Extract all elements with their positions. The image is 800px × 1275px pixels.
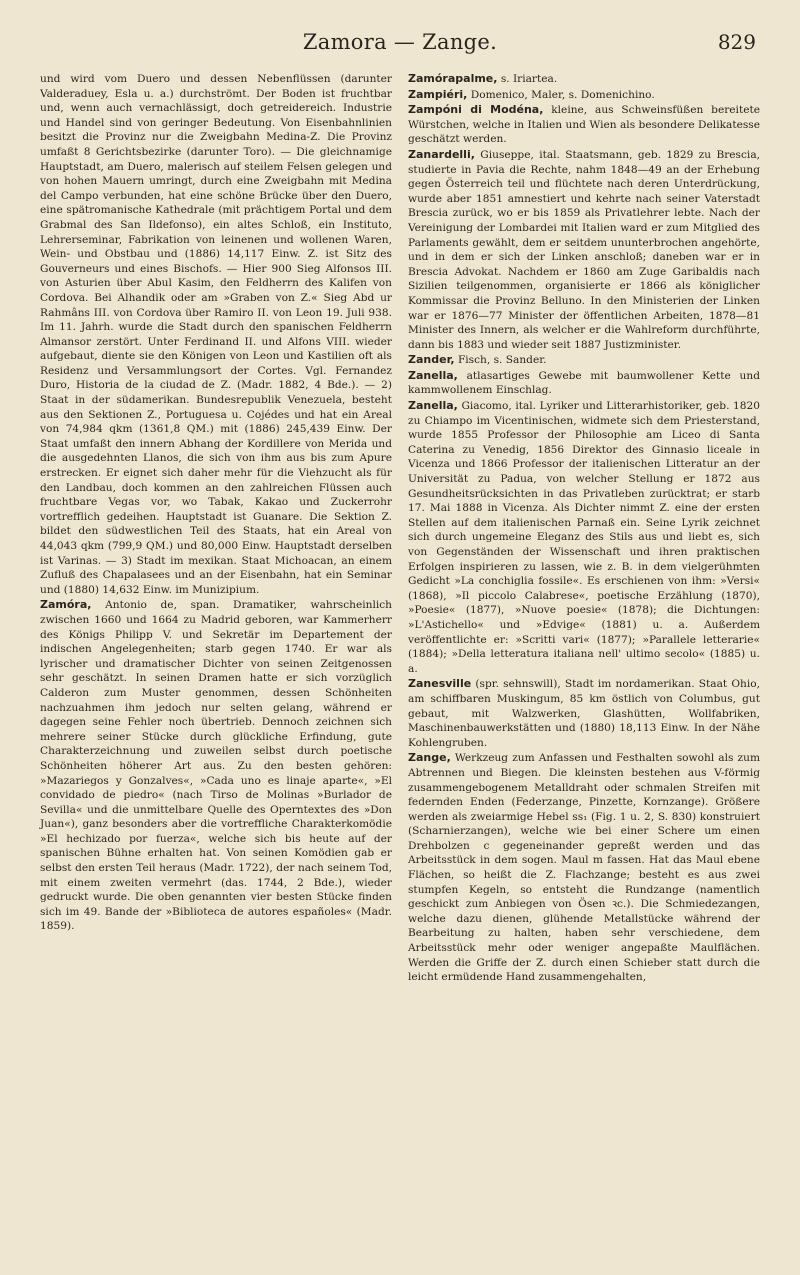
entry-text: kleine, aus Schweinsfüßen bereitete Würstchen, welche in Italien und Wien als besondere Delikatesse geschätzt werden. — [408, 104, 760, 146]
entry-text: Werkzeug zum Anfassen und Festhalten sowohl als zum Abtrennen und Biegen. Die kleinsten bestehen aus V-förmig zusammengebogenem Metalldraht oder schmalen Streifen mit federnden Enden (Federzange, Pinzette, Kornzange). Größere werden als zweiarmige Hebel ss₁ (Fig. 1 u. 2, S. 830) konstruiert (Scharnierzangen), welche wie bei einer Schere um einen Drehbolzen c gegeneinander gepreßt werden und das Arbeitsstück in dem sogen. Maul m fassen. Hat das Maul ebene Flächen, so heißt die Z. Flachzange; besteht es aus zwei stumpfen Kegeln, so entsteht die Rundzange (namentlich geschickt zum Anbiegen von Ösen ꝛc.). Die Schmiedezangen, welche dazu dienen, glühende Metallstücke während der Bearbeitung zu halten, haben sehr verschiedene, dem Arbeitsstück mehr oder weniger angepaßte Maulflächen. Werden die Griffe der Z. durch einen Schieber statt durch die leicht ermüdende Hand zusammengehalten, — [408, 752, 761, 984]
entry-text: und wird vom Duero und dessen Nebenflüssen (darunter Valderaduey, Esla u. a.) durchströmt. Der Boden ist fruchtbar und, wenn auch vernachlässigt, doch getreidereich. Industrie und Handel sind von geringer Bedeutung. Von Eisenbahnlinien besitzt die Provinz nur die Zweigbahn Medina-Z. Die Provinz umfaßt 8 Gerichtsbezirke (darunter Toro). — Die gleichnamige Hauptstadt, am Duero, malerisch auf steilem Felsen gelegen und von hohen Mauern umringt, durch eine Zweigbahn mit Medina del Campo verbunden, hat eine schöne Brücke über den Duero, eine spätromanische Kathedrale (mit prächtigem Portal und dem Grabmal des San Ildefonso), ein altes Schloß, ein Instituto, Lehrerseminar, Fabrikation von leinenen und wollenen Waren, Wein- und Obstbau und (1886) 14,117 Einw. Z. ist Sitz des Gouverneurs und eines Bischofs. — Hier 900 Sieg Alfonsos III. von Asturien über Abul Kasim, den Feldherrn des Kalifen von Cordova. Bei Alhandik oder am »Graben von Z.« Sieg Abd ur Rahmâns III. von Cordova über Ramiro II. von Leon 19. Juli 938. Im 11. Jahrh. wurde die Stadt durch den spanischen Feldherrn Almansor zerstört. Unter Ferdinand II. und Alfons VIII. wieder aufgebaut, diente sie den Königen von Leon und Kastilien oft als Residenz und Versammlungsort der Cortes. Vgl. Fernandez Duro, Historia de la ciudad de Z. (Madr. 1882, 4 Bde.). — 2) Staat in der südamerikan. Bundesrepublik Venezuela, besteht aus den Sektionen Z., Portuguesa u. Cojédes und hat ein Areal von 74,984 qkm (1361,8 QM.) mit (1886) 245,439 Einw. Der Staat umfaßt den innern Abhang der Kordillere von Merida und die ausgedehnten Llanos, die sich von ihm aus bis zum Apure erstrecken. Er eignet sich daher mehr für die Viehzucht als für den Landbau, doch kommen an den zahlreichen Flüssen auch fruchtbare Vegas vor, wo Tabak, Kakao und Zuckerrohr vortrefflich gedeihen. Hauptstadt ist Guanare. Die Sektion Z. bildet den südwestlichen Teil des Staats, hat ein Areal von 44,043 qkm (799,9 QM.) und 80,000 Einw. Hauptstadt derselben ist Varinas. — 3) Stadt im mexikan. Staat Michoacan, an einem Zufluß des Chapalasees und an der Eisenbahn, hat ein Seminar und (1880) 14,632 Einw. im Munizipium. — [40, 73, 392, 596]
entry — [408, 103, 760, 147]
text-columns — [40, 72, 760, 986]
entry-headword: Zange, — [408, 751, 451, 765]
entry-text: atlasartiges Gewebe mit baumwollener Kette und kammwollenem Einschlag. — [408, 369, 760, 397]
entry-headword: Zampiéri, — [408, 87, 468, 101]
entry — [40, 598, 392, 934]
entry-text: (spr. sehnswill), Stadt im nordamerikan. Staat Ohio, am schiffbaren Muskingum, 85 km östlich von Columbus, gut gebaut, mit Walzwerken, Glashütten, Wollfabriken, Maschinenbauwerkstätten und (1880) 18,113 Einw. In der Nähe Kohlengruben. — [408, 678, 760, 749]
entry-text: Fisch, s. Sander. — [457, 354, 547, 367]
entry-headword: Zanella, — [408, 399, 458, 413]
entry-headword: Zampóni di Modéna, — [408, 103, 544, 117]
left-column — [40, 72, 392, 986]
entry-text: Giacomo, ital. Lyriker und Litterarhistoriker, geb. 1820 zu Chiampo im Vicentinischen, widmete sich dem Priesterstand, wurde 1855 Professor der Philosophie am Liceo di Santa Caterina zu Venedig, 1856 Direktor des Ginnasio liceale in Vicenza und 1866 Professor der italienischen Litteratur an der Universität zu Padua, von welcher Stellung er 1872 aus Gesundheitsrücksichten in das Privatleben zurücktrat; er starb 17. Mai 1888 in Vicenza. Als Dichter nimmt Z. eine der ersten Stellen auf dem italienischen Parnaß ein. Seine Lyrik zeichnet sich durch ungemeine Eleganz des Stils aus und liebt es, sich von Gegenständen der Wissenschaft und ihren praktischen Erfolgen inspirieren zu lassen, wie z. B. in dem vielgerühmten Gedicht »La conchiglia fossile«. Es erschienen von ihm: »Versi« (1868), »Il piccolo Calabrese«, poetische Erzählung (1870), »Poesie« (1877), »Nuove poesie« (1878); die Dichtungen: »L'Astichello« und »Edvige« (1881) u. a. Außerdem veröffentlichte er: »Scritti vari« (1877); »Parallele letterarie« (1884); »Della letteratura italiana nell' ultimo secolo« (1885) u. a. — [408, 400, 760, 675]
entry-headword: Zanardelli, — [408, 147, 475, 161]
page-number: 829 — [717, 30, 756, 54]
entry — [408, 369, 760, 398]
entry-headword: Zamórapalme, — [408, 72, 498, 85]
running-title: Zamora — Zange. — [302, 30, 498, 54]
entry — [408, 751, 760, 985]
entry — [408, 88, 760, 103]
entry-text: Giuseppe, ital. Staatsmann, geb. 1829 zu Brescia, studierte in Pavia die Rechte, nahm 1848—49 an der Erhebung gegen Österreich teil und flüchtete nach deren Unterdrückung, wurde aber 1851 amnestiert und kehrte nach seiner Vaterstadt Brescia zurück, wo er bis 1859 als Privatlehrer lebte. Nach der Vereinigung der Lombardei mit Italien ward er zum Mitglied des Parlaments gewählt, dem er seitdem ununterbrochen angehörte, und in dem er sich der Linken anschloß; daneben war er in Brescia Advokat. Nachdem er 1860 am Zuge Garibaldis nach Sizilien teilgenommen, organisierte er 1866 als königlicher Kommissar die Provinz Belluno. In den Ministerien der Linken war er 1876—77 Minister der öffentlichen Arbeiten, 1878—81 Minister des Innern, als welcher er die Wahlreform durchführte, dann bis 1883 und wieder seit 1887 Justizminister. — [408, 148, 760, 351]
entry — [408, 399, 760, 676]
entry — [40, 72, 392, 597]
entry — [408, 353, 760, 368]
entry-headword: Zander, — [408, 353, 455, 367]
entry-text: s. Iriartea. — [500, 73, 558, 85]
right-column — [408, 72, 760, 986]
entry-headword: Zanella, — [408, 368, 458, 382]
entry — [408, 148, 760, 352]
entry — [408, 72, 760, 87]
page-header — [40, 28, 760, 62]
entry — [408, 677, 760, 750]
entry-text: Antonio de, span. Dramatiker, wahrscheinlich zwischen 1660 und 1664 zu Madrid geboren, war Kammerherr des Königs Philipp V. und Sekretär im Departement der indischen Angelegenheiten; starb gegen 1740. Er war als lyrischer und dramatischer Dichter von seinen Zeitgenossen sehr geschätzt. In seinen Dramen hatte er sich vorzüglich Calderon zum Muster genommen, dessen Schönheiten nachzuahmen ihm jedoch nur selten gelang, während er dagegen seine Fehler noch übertrieb. Dennoch zeichnen sich mehrere seiner Stücke durch glückliche Erfindung, gute Charakterzeichnung und zuweilen selbst durch poetische Schönheiten höherer Art aus. Zu den besten gehören: »Mazariegos y Gonzalves«, »Cada uno es linaje aparte«, »El convidado de piedro« (nach Tirso de Molinas »Burlador de Sevilla« und die unmittelbare Quelle des Operntextes des »Don Juan«), ganz besonders aber die vortreffliche Charakterkomödie »El hechizado por fuerza«, welche sich bis heute auf der spanischen Bühne erhalten hat. Von seinen Komödien gab er selbst den ersten Teil heraus (Madr. 1722), der nach seinem Tod, mit einem zweiten vermehrt (das. 1744, 2 Bde.), wieder gedruckt wurde. Die oben genannten vier besten Stücke finden sich im 49. Bande der »Biblioteca de autores españoles« (Madr. 1859). — [40, 599, 392, 933]
entry-headword: Zamóra, — [40, 598, 92, 612]
entry-text: Domenico, Maler, s. Domenichino. — [470, 88, 655, 101]
entry-headword: Zanesville — [408, 677, 472, 691]
